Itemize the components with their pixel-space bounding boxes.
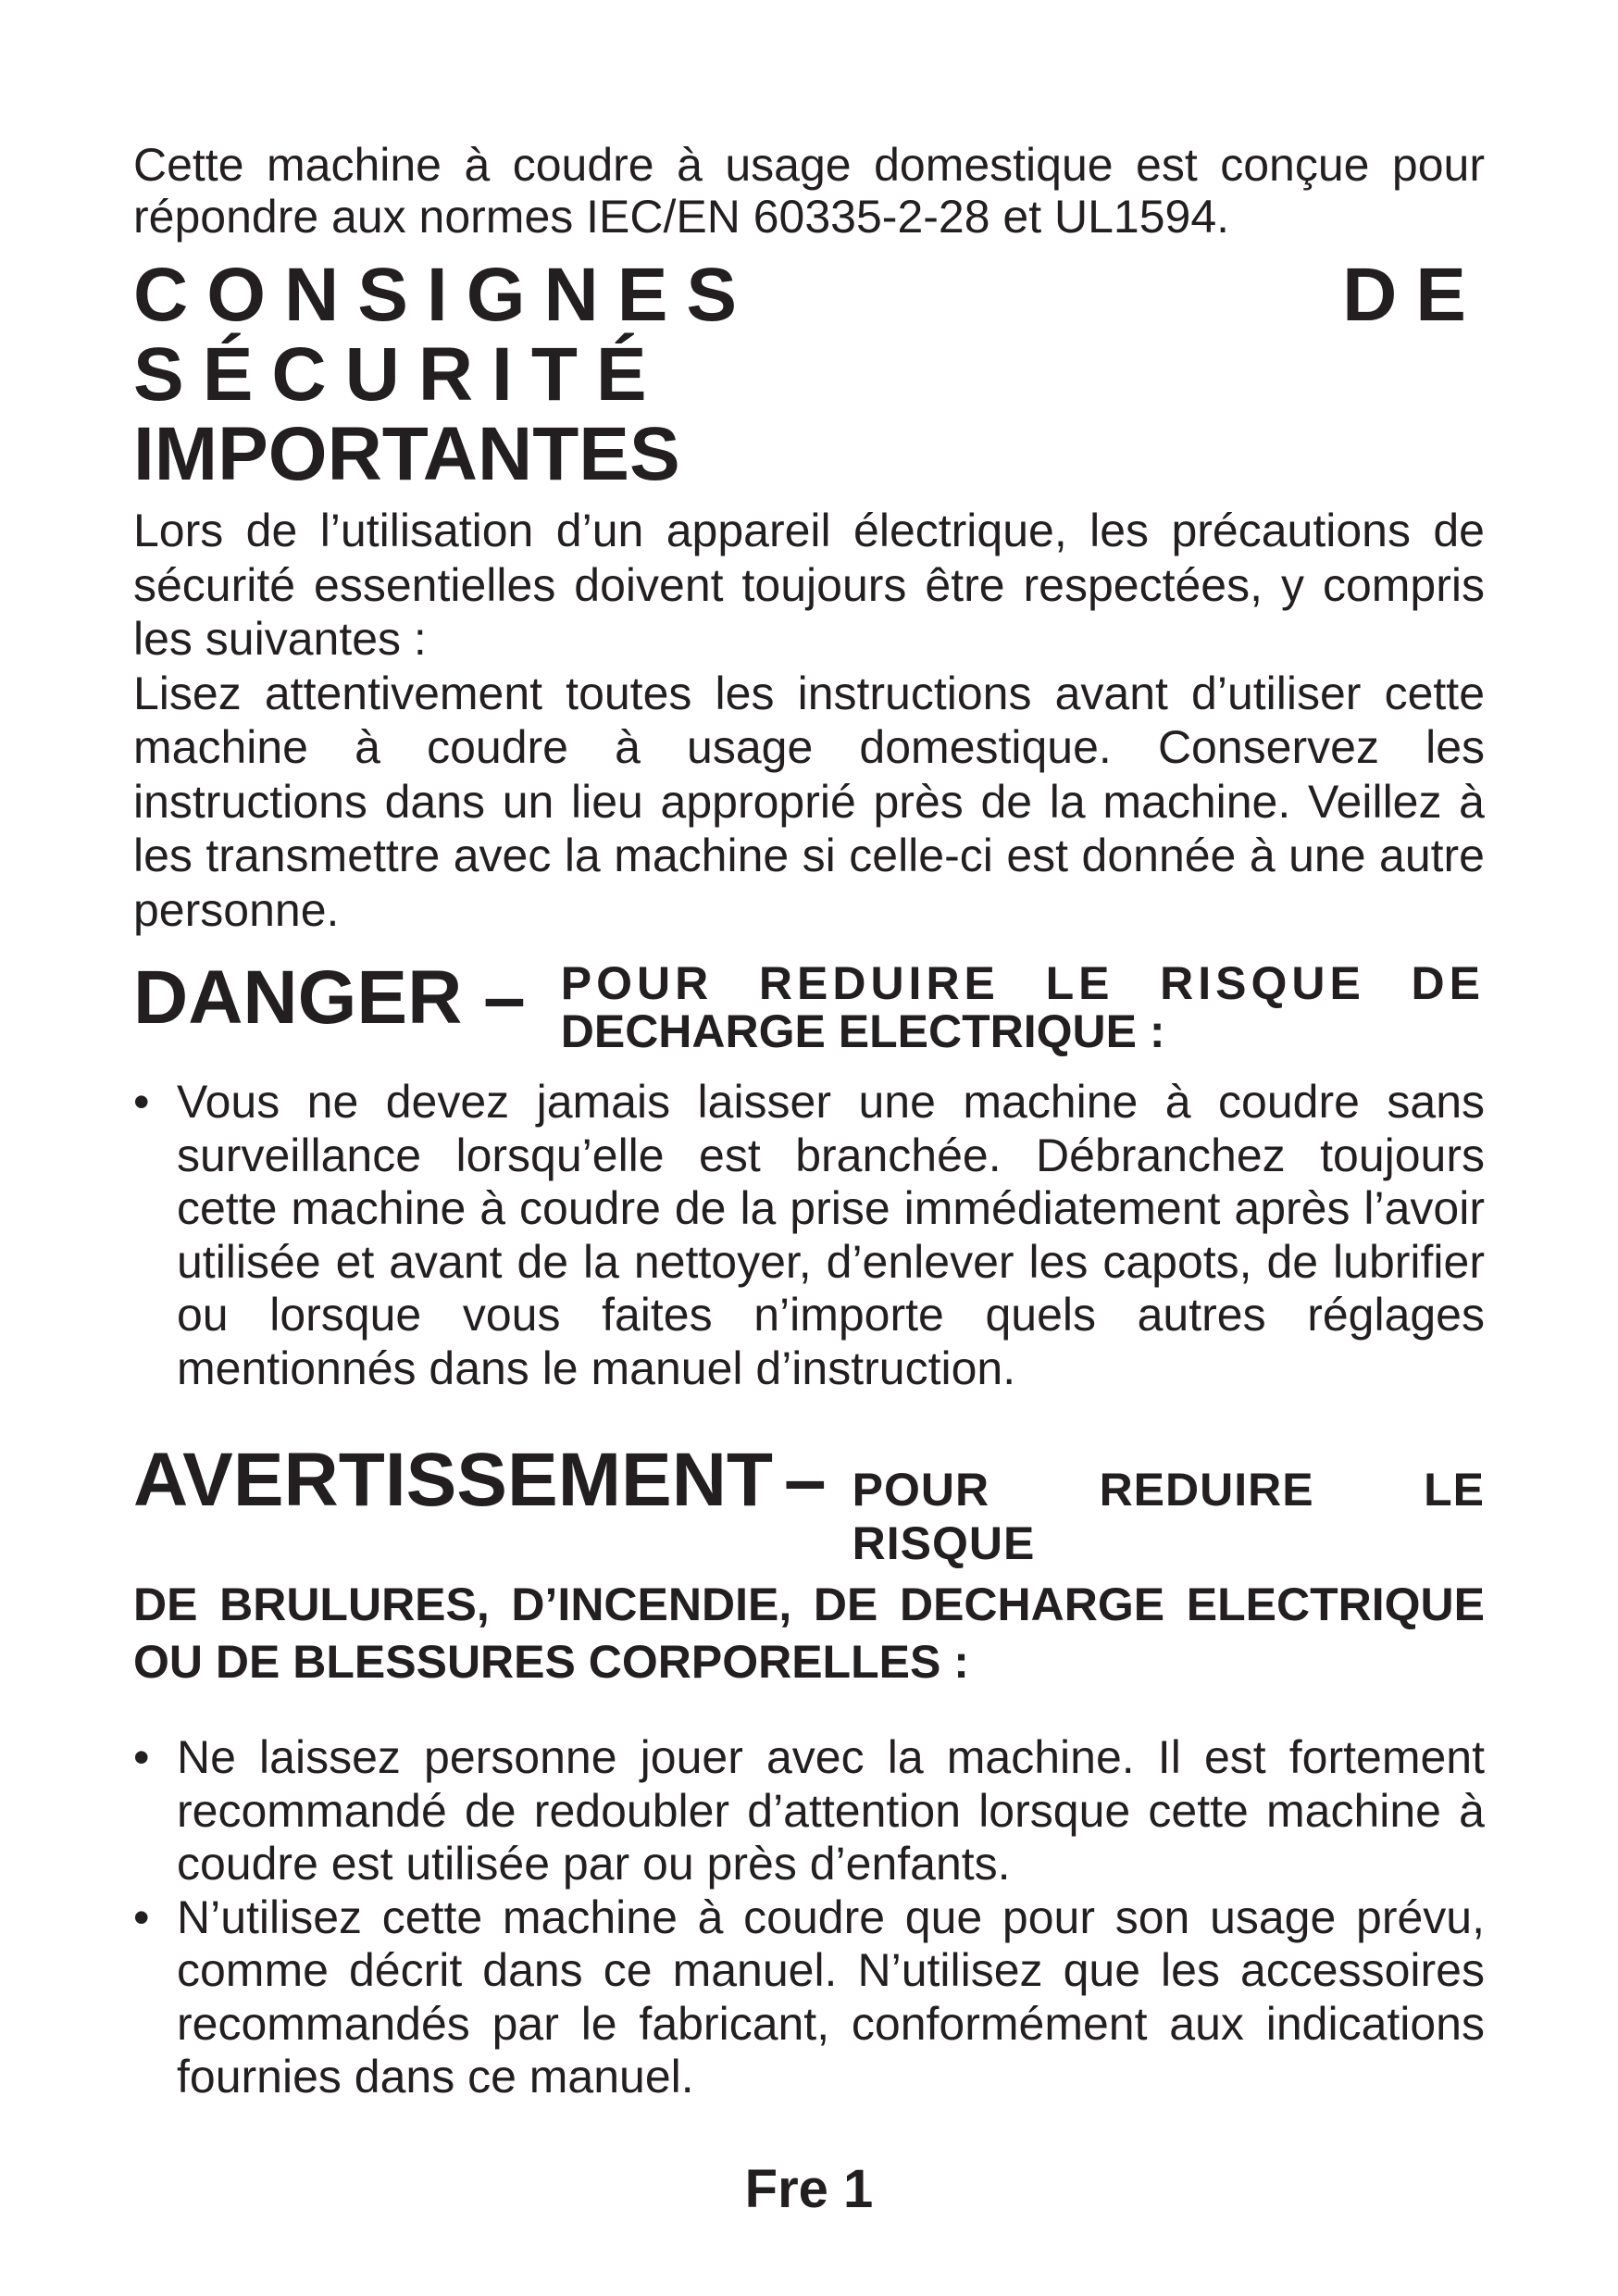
list-item [133, 1076, 1485, 1395]
danger-subheading-line2: DECHARGE ELECTRIQUE : [560, 1005, 1165, 1057]
list-item [133, 1731, 1485, 1891]
page-content [133, 139, 1485, 2104]
list-item [133, 1891, 1485, 2104]
warning-heading [133, 1436, 1485, 1570]
intro-paragraph: Cette machine à coudre à usage domestique est conçue pour répondre aux normes IEC/EN 60335-2-28 et UL1594. [133, 139, 1485, 243]
warning-dash: – [784, 1438, 827, 1522]
page-number: Fre 1 [744, 2159, 874, 2219]
danger-subheading [561, 954, 1485, 1055]
instructions-paragraph: Lisez attentivement toutes les instructions avant d’utiliser cette machine à coudre à usage domestique. Conservez les instructions dans un lieu approprié près de la machine. Veillez à les transmettre avec la machine si celle-ci est donnée à une autre personne. [133, 667, 1485, 936]
precautions-paragraph: Lors de l’utilisation d’un appareil électrique, les précautions de sécurité essentielles doivent toujours être respectées, y compris les suivantes : [133, 505, 1485, 665]
list-item-text: Vous ne devez jamais laisser une machine à coudre sans surveillance lorsqu’elle est branchée. Débranchez toujours cette machine à coudre de la prise immédiatement après l’avoir utilisée et avant de la nettoyer, d’enlever les capots, de lubrifier ou lorsque vous faites n’importe quels autres réglages mentionnés dans le manuel d’instruction. [177, 1076, 1485, 1394]
bullet-icon: • [133, 1890, 150, 1943]
danger-label: DANGER – [133, 955, 526, 1040]
bullet-icon: • [133, 1076, 150, 1128]
danger-subheading-line1: POUR REDUIRE LE RISQUE DE [560, 957, 1485, 1009]
warning-subheading-rest: DE BRULURES, D’INCENDIE, DE DECHARGE ELECTRIQUE OU DE BLESSURES CORPORELLES : [133, 1578, 1485, 1688]
page-title-line1: CONSIGNES DE SÉCURITÉ [133, 253, 1485, 417]
warning-label: AVERTISSEMENT [133, 1438, 773, 1522]
warning-list [133, 1731, 1485, 2104]
danger-heading [133, 954, 1485, 1055]
page-title-line2: IMPORTANTES [133, 412, 680, 496]
bullet-icon: • [133, 1731, 150, 1783]
warning-subheading-line1: POUR REDUIRE LE RISQUE [852, 1464, 1485, 1569]
danger-list [133, 1076, 1485, 1395]
list-item-text: N’utilisez cette machine à coudre que pour son usage prévu, comme décrit dans ce manuel. N’utilisez que les accessoires recommandés par le fabricant, conformément aux indications fournies dans ce manuel. [177, 1890, 1485, 2103]
page-title [133, 253, 1485, 496]
list-item-text: Ne laissez personne jouer avec la machine. Il est fortement recommandé de redoubler d’attention lorsque cette machine à coudre est utilisée par ou près d’enfants. [177, 1731, 1485, 1890]
